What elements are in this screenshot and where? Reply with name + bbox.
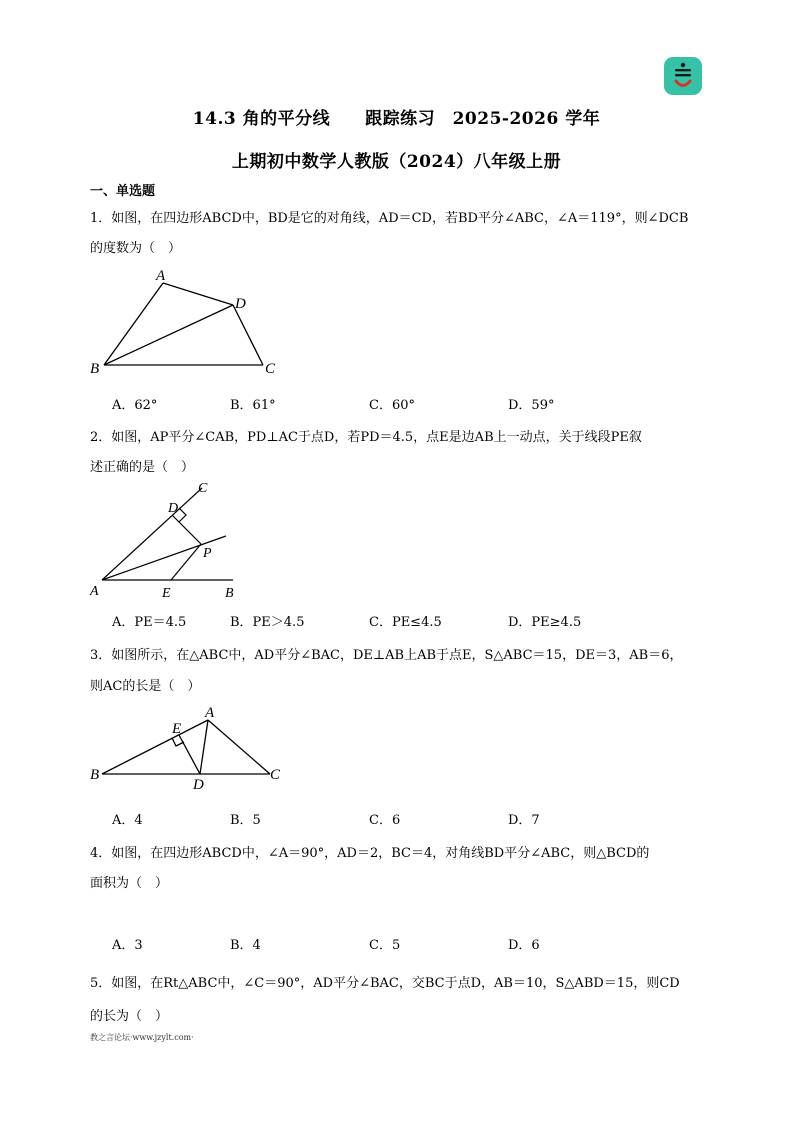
question-4-text-cont: 面积为（ ） bbox=[90, 876, 169, 891]
question-3-option-c[interactable]: C．6 bbox=[369, 813, 401, 828]
question-3-text: 3．如图所示，在△ABC中，AD平分∠BAC，DE⊥AB上AB于点E，S△ABC＝15，DE＝3，AB＝6， bbox=[90, 648, 683, 663]
question-1-option-a[interactable]: A．62° bbox=[112, 398, 158, 413]
question-4-option-b[interactable]: B．4 bbox=[230, 938, 261, 953]
question-2-figure bbox=[88, 478, 248, 600]
right-angle-mark bbox=[179, 508, 186, 522]
question-5-text-cont: 的长为（ ） bbox=[90, 1009, 169, 1024]
edge-bd bbox=[104, 305, 233, 365]
point-label-a: A bbox=[90, 584, 99, 599]
point-label-e: E bbox=[162, 586, 171, 600]
question-4-text: 4．如图，在四边形ABCD中，∠A＝90°，AD＝2，BC＝4，对角线BD平分∠ABC，则△BCD的 bbox=[90, 846, 650, 861]
question-2-option-a[interactable]: A．PE＝4.5 bbox=[112, 615, 187, 630]
question-1-option-d[interactable]: D．59° bbox=[508, 398, 555, 413]
question-3-option-b[interactable]: B．5 bbox=[230, 813, 261, 828]
point-label-a: A bbox=[205, 705, 215, 721]
question-1-option-b[interactable]: B．61° bbox=[230, 398, 276, 413]
question-1-option-c[interactable]: C．60° bbox=[369, 398, 415, 413]
point-label-b: B bbox=[225, 586, 234, 600]
point-label-d: D bbox=[193, 777, 204, 792]
segment-pe bbox=[171, 544, 201, 580]
question-4-option-a[interactable]: A．3 bbox=[112, 938, 143, 953]
question-4-option-d[interactable]: D．6 bbox=[508, 938, 540, 953]
point-label-b: B bbox=[90, 767, 100, 783]
brand-logo bbox=[664, 57, 702, 95]
logo-icon bbox=[664, 57, 702, 95]
question-5-text: 5．如图，在Rt△ABC中，∠C＝90°，AD平分∠BAC，交BC于点D，AB＝10，S△ABD＝15，则CD bbox=[90, 976, 680, 991]
ray-ac bbox=[102, 488, 202, 580]
point-label-d: D bbox=[168, 501, 179, 516]
page-footer: 教之言论坛·www.jzylt.com· bbox=[90, 1033, 194, 1042]
question-3-option-d[interactable]: D．7 bbox=[508, 813, 540, 828]
question-3-figure bbox=[88, 700, 288, 792]
edge-dc bbox=[233, 305, 263, 365]
question-2-option-c[interactable]: C．PE≤4.5 bbox=[369, 615, 442, 630]
question-2-option-d[interactable]: D．PE≥4.5 bbox=[508, 615, 582, 630]
question-2-option-b[interactable]: B．PE＞4.5 bbox=[230, 615, 305, 630]
page-subtitle: 上期初中数学人教版（2024）八年级上册 bbox=[231, 152, 562, 172]
edge-ab bbox=[104, 283, 163, 365]
point-label-p: P bbox=[203, 546, 212, 561]
question-1-text-cont: 的度数为（ ） bbox=[90, 241, 182, 256]
point-label-a: A bbox=[156, 268, 166, 284]
segment-pd bbox=[172, 515, 201, 544]
question-3-option-a[interactable]: A．4 bbox=[112, 813, 143, 828]
point-label-b: B bbox=[90, 361, 100, 377]
point-label-c: C bbox=[270, 767, 281, 783]
point-label-e: E bbox=[172, 721, 182, 737]
segment-de bbox=[179, 735, 200, 774]
question-3-text-cont: 则AC的长是（ ） bbox=[90, 679, 201, 694]
edge-ad bbox=[163, 283, 233, 305]
page-title: 14.3 角的平分线 跟踪练习 2025-2026 学年 bbox=[192, 109, 601, 129]
question-1-figure bbox=[88, 265, 288, 380]
point-label-d: D bbox=[235, 296, 246, 312]
question-2-text-cont: 述正确的是（ ） bbox=[90, 460, 195, 475]
point-label-c: C bbox=[198, 481, 208, 496]
question-1-text: 1．如图，在四边形ABCD中，BD是它的对角线，AD＝CD，若BD平分∠ABC，∠A＝119°，则∠DCB bbox=[90, 211, 689, 226]
edge-ac bbox=[208, 720, 270, 774]
question-4-option-c[interactable]: C．5 bbox=[369, 938, 401, 953]
section-heading: 一、单选题 bbox=[90, 184, 156, 199]
segment-ad bbox=[200, 720, 208, 774]
question-2-text: 2．如图，AP平分∠CAB，PD⊥AC于点D，若PD＝4.5，点E是边AB上一动点，关于线段PE叙 bbox=[90, 430, 642, 445]
point-label-c: C bbox=[265, 361, 276, 377]
edge-ba bbox=[102, 720, 208, 774]
